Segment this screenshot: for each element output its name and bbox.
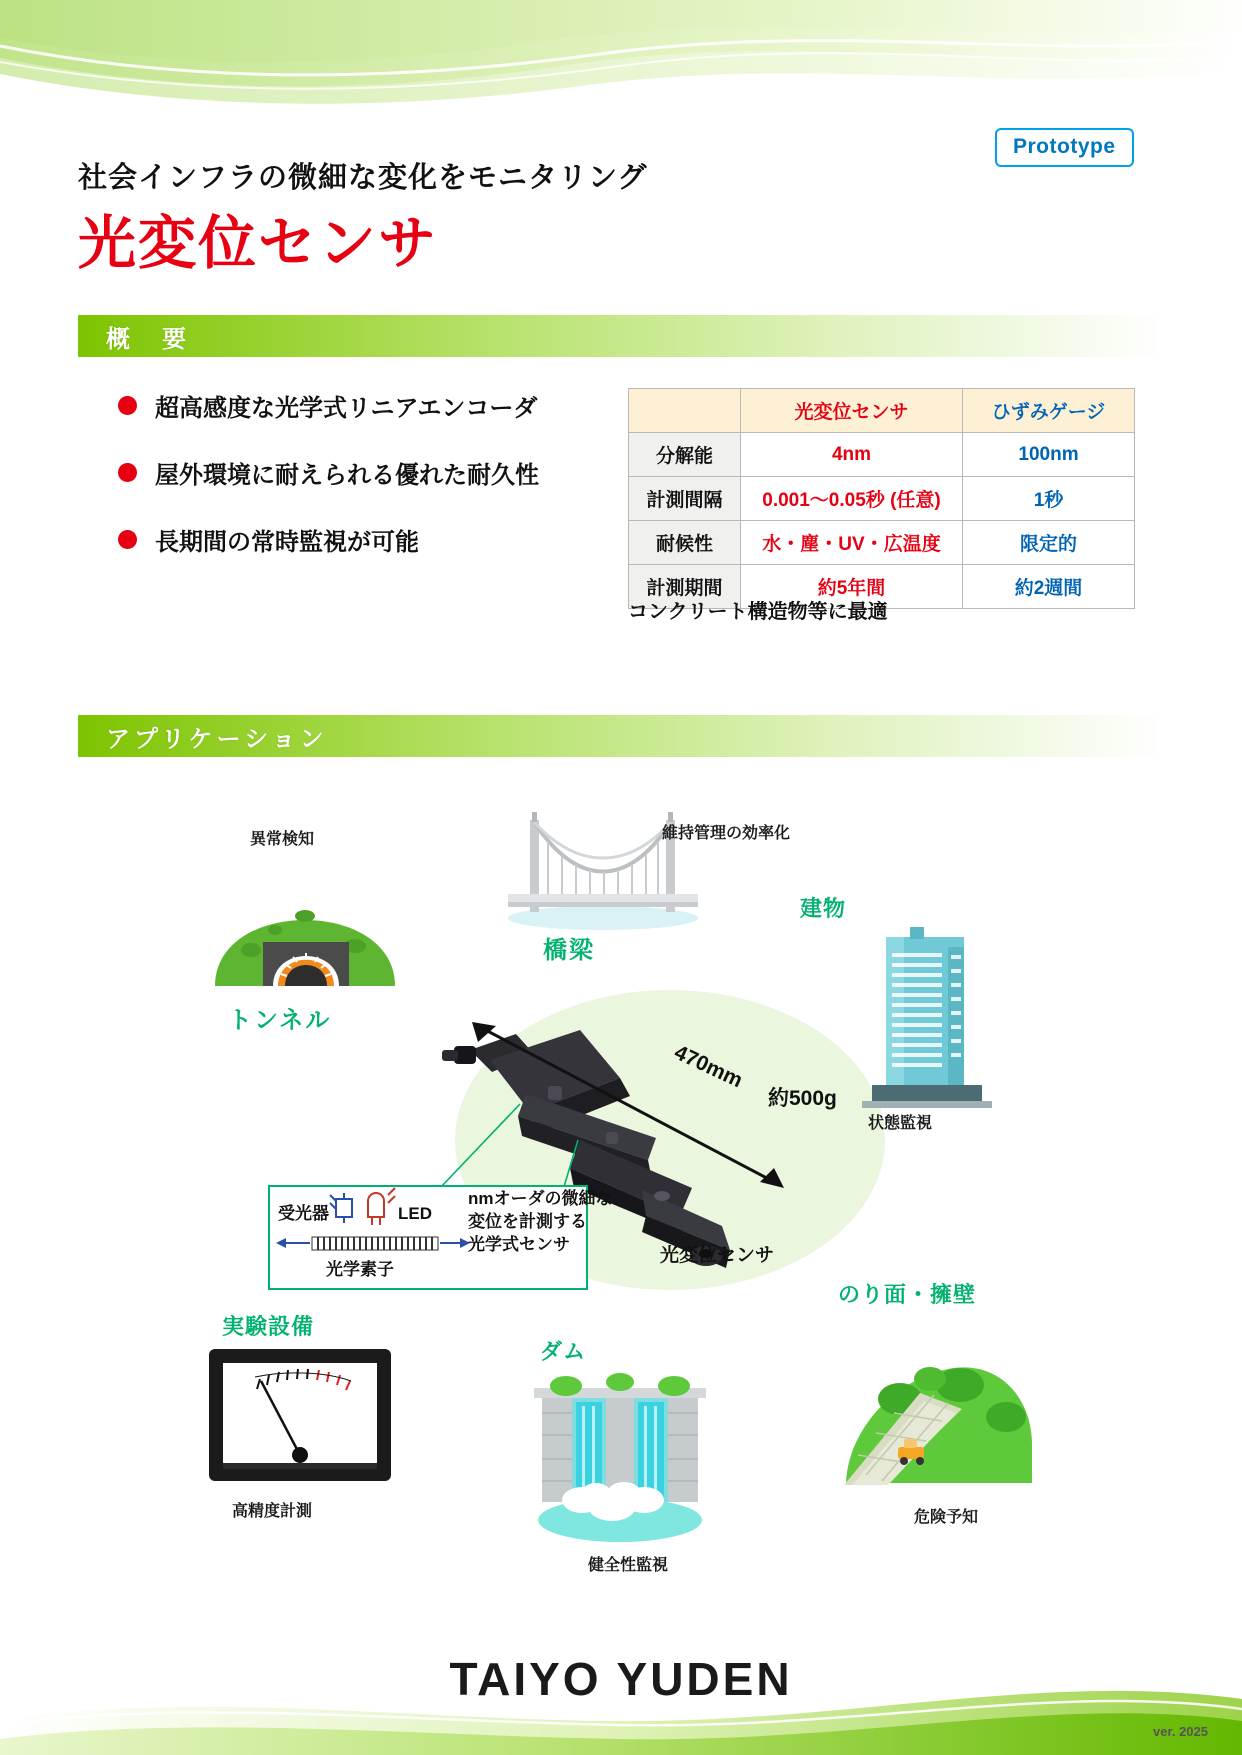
- version-label: ver. 2025: [1153, 1724, 1208, 1739]
- slope-caption: 危険予知: [914, 1509, 979, 1526]
- bullet-dot-icon: [118, 463, 137, 482]
- lab-meter-illustration: [205, 1345, 395, 1485]
- row-value-sensor: 水・塵・UV・広温度: [741, 521, 963, 565]
- callout-line-3: 光学式センサ: [468, 1234, 570, 1254]
- callout-line-1: nmオーダの微細な: [468, 1189, 613, 1208]
- table-header-row: [629, 389, 1135, 433]
- status-badge: Prototype: [995, 128, 1134, 167]
- tunnel-name: トンネル: [228, 1007, 332, 1034]
- comparison-table: [628, 388, 1135, 609]
- row-label: 耐候性: [629, 521, 741, 565]
- table-row: [629, 477, 1135, 521]
- row-value-gauge: 限定的: [963, 521, 1135, 565]
- section-label-application: アプリケーション: [106, 725, 328, 753]
- header-decoration: [0, 0, 1242, 120]
- dam-name: ダム: [540, 1339, 587, 1364]
- bridge-caption: 維持管理の効率化: [662, 825, 791, 842]
- row-value-sensor: 約5年間: [741, 565, 963, 609]
- footer-decoration: [0, 1625, 1242, 1755]
- bullet-dot-icon: [118, 396, 137, 415]
- list-item: [118, 455, 598, 490]
- slope-name: のり面・擁壁: [838, 1282, 977, 1307]
- building-caption: 状態監視: [868, 1115, 933, 1132]
- callout-description: [468, 1188, 638, 1257]
- bullet-text: 超高感度な光学式リニアエンコーダ: [155, 395, 538, 422]
- row-label: 分解能: [629, 433, 741, 477]
- bullet-text: 長期間の常時監視が可能: [155, 529, 419, 556]
- table-col-straingauge: ひずみゲージ: [963, 389, 1135, 433]
- row-label: 計測期間: [629, 565, 741, 609]
- list-item: [118, 522, 598, 557]
- tunnel-caption: 異常検知: [250, 831, 315, 848]
- row-label: 計測間隔: [629, 477, 741, 521]
- lab-name: 実験設備: [222, 1314, 315, 1339]
- comparison-note: コンクリート構造物等に最適: [628, 601, 888, 623]
- dam-illustration: [520, 1368, 720, 1548]
- svg-text:光学素子: 光学素子: [326, 1260, 394, 1279]
- table-row: [629, 521, 1135, 565]
- company-logo: TAIYO YUDEN: [449, 1653, 793, 1705]
- table-col-blank: [629, 389, 741, 433]
- bullet-text: 屋外環境に耐えられる優れた耐久性: [155, 462, 539, 489]
- lab-caption: 高精度計測: [232, 1503, 313, 1520]
- row-value-gauge: 約2週間: [963, 565, 1135, 609]
- callout-line-2: 変位を計測する: [468, 1211, 587, 1231]
- row-value-gauge: 1秒: [963, 477, 1135, 521]
- tunnel-illustration: [205, 858, 405, 988]
- table-col-sensor: 光変位センサ: [741, 389, 963, 433]
- row-value-sensor: 0.001〜0.05秒 (任意): [741, 477, 963, 521]
- table-row: [629, 433, 1135, 477]
- building-name: 建物: [800, 896, 847, 921]
- section-label-overview: 概 要: [106, 325, 190, 353]
- sensor-dimension-label: 470mm: [670, 1040, 747, 1093]
- section-header-overview: [78, 315, 1164, 357]
- svg-text:受光器: 受光器: [278, 1204, 329, 1223]
- page-subtitle: 社会インフラの微細な変化をモニタリング: [78, 162, 648, 194]
- dam-caption: 健全性監視: [588, 1557, 669, 1574]
- overview-bullet-list: [118, 388, 598, 589]
- sensor-name-label: 光変位センサ: [660, 1245, 775, 1266]
- page-title: 光変位センサ: [78, 211, 439, 276]
- slope-illustration: [838, 1335, 1038, 1495]
- bullet-dot-icon: [118, 530, 137, 549]
- list-item: [118, 388, 598, 423]
- section-header-application: [78, 715, 1164, 757]
- svg-text:LED: LED: [398, 1204, 432, 1223]
- sensor-weight-label: 約500g: [768, 1087, 837, 1110]
- bridge-name: 橋梁: [543, 937, 595, 964]
- building-illustration: [852, 925, 1002, 1110]
- row-value-sensor: 4nm: [741, 433, 963, 477]
- row-value-gauge: 100nm: [963, 433, 1135, 477]
